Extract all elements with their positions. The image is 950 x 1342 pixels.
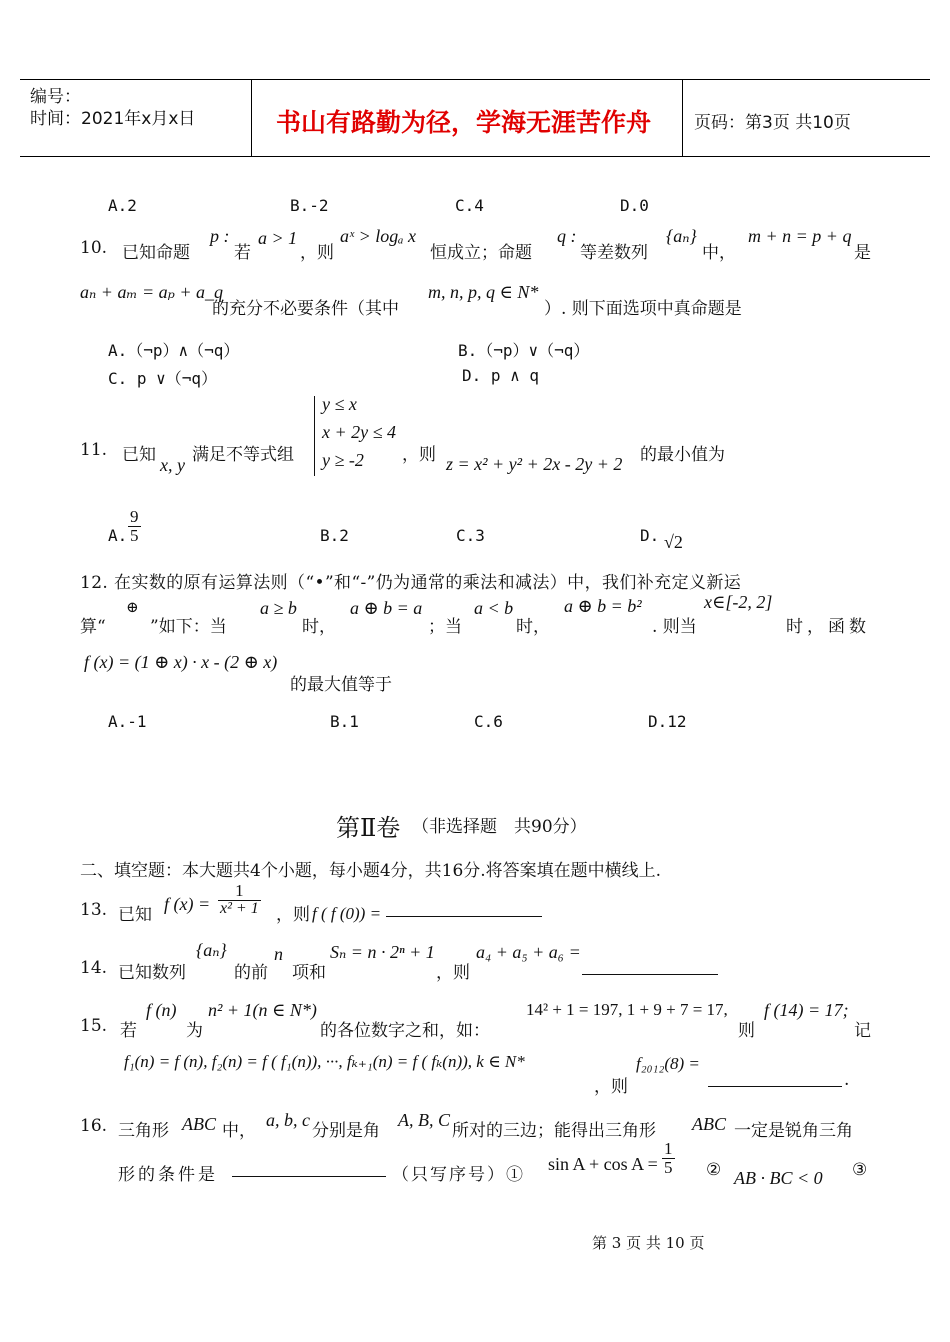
q16-text-5: 一定是锐角三角 xyxy=(734,1121,853,1141)
q14-text-1: 已知数列 xyxy=(118,963,186,983)
q12-text-3: 时， xyxy=(302,617,336,637)
q10-ineq: aˣ > logₐ x xyxy=(340,226,416,246)
q12-text-8: 的最大值等于 xyxy=(290,675,392,695)
q16-abc: ABC xyxy=(182,1114,216,1134)
q10-option-c: C. p ∨（¬q） xyxy=(108,369,218,388)
q10-set: m, n, p, q ∈ N* xyxy=(428,282,539,302)
q11-a-denominator: 5 xyxy=(130,525,139,545)
q15-result: f (14) = 17; xyxy=(764,1000,849,1020)
q12-option-b: B.1 xyxy=(330,712,359,731)
q16-text-2: 中， xyxy=(222,1121,256,1141)
q11-option-d-value: √2 xyxy=(664,532,683,552)
q15-text-2: 为 xyxy=(186,1021,203,1041)
q10-text-1: 已知命题 xyxy=(122,243,190,263)
q12-text-2: ”如下：当 xyxy=(150,617,227,637)
q10-p: p : xyxy=(210,226,230,246)
q16-c1-numerator: 1 xyxy=(664,1139,673,1158)
q16-angles: A, B, C xyxy=(398,1110,450,1130)
q11-option-a-label: A. xyxy=(108,526,128,545)
header-top-line xyxy=(20,79,930,80)
q10-option-b: B.（¬p）∨（¬q） xyxy=(458,341,590,360)
q12-cond-2: a < b xyxy=(474,598,514,618)
q10-text-2: 若 xyxy=(234,243,251,263)
q16-text-7: （只写序号）① xyxy=(392,1165,525,1185)
q11-number: 11. xyxy=(80,440,108,460)
q12-op: ⊕ xyxy=(126,600,139,616)
q12-rule-1: a ⊕ b = a xyxy=(350,598,423,618)
q15-number: 15. xyxy=(80,1016,108,1036)
q11-sys-1: y ≤ x xyxy=(322,394,357,414)
q12-text-6: . 则当 xyxy=(652,617,697,637)
q15-definition: f₁(n) = f (n), f₂(n) = f ( f₁(n)), ···, fₖ₊₁(n) = f ( fₖ(n)), k ∈ N* xyxy=(124,1052,525,1071)
q13-text-2: ，则 xyxy=(276,905,310,925)
q12-option-a: A.-1 xyxy=(108,712,147,731)
q16-text-3: 分别是角 xyxy=(312,1121,380,1141)
q10-text-9: ）. 则下面选项中真命题是 xyxy=(544,299,742,319)
q11-sys-2: x + 2y ≤ 4 xyxy=(322,422,397,442)
q10-mn: m + n = p + q xyxy=(748,226,852,246)
q14-text-3: 项和 xyxy=(292,963,326,983)
section-2-title: 第Ⅱ卷 xyxy=(336,814,401,842)
q10-text-4: 恒成立；命题 xyxy=(430,243,532,263)
q15-fn: f (n) xyxy=(146,1000,177,1020)
q15-end: . xyxy=(844,1070,850,1090)
q16-cond-2: AB · BC < 0 xyxy=(734,1168,823,1188)
q16-c1-denominator: 5 xyxy=(664,1157,673,1177)
q15-text-4: 则 xyxy=(738,1021,755,1041)
header-number-label: 编号： xyxy=(30,87,81,107)
q15-expr: n² + 1(n ∈ N*) xyxy=(208,1000,317,1020)
header-divider-right xyxy=(682,79,683,156)
q12-text-4: ；当 xyxy=(428,617,462,637)
q12-text-5: 时， xyxy=(516,617,550,637)
q10-text-8: 的充分不必要条件（其中 xyxy=(212,299,399,319)
header-time-label: 时间：2021年x月x日 xyxy=(30,109,196,129)
q11-option-b: B.2 xyxy=(320,526,349,545)
q11-sys-3: y ≥ -2 xyxy=(322,450,364,470)
q16-cond-1: sin A + cos A = xyxy=(548,1154,658,1174)
q10-eq: aₙ + aₘ = aₚ + a_q xyxy=(80,282,223,302)
q11-option-c: C.3 xyxy=(456,526,485,545)
q9-option-c: C.4 xyxy=(455,196,484,215)
section-2-subtitle: （非选择题 共90分） xyxy=(412,817,587,837)
q10-text-7: 是 xyxy=(854,243,871,263)
q13-text-1: 已知 xyxy=(118,905,152,925)
q14-number: 14. xyxy=(80,958,108,978)
q14-expr: a₄ + a₅ + a₆ = xyxy=(476,942,581,962)
q15-answer-blank[interactable] xyxy=(708,1068,842,1087)
q12-domain: x∈[-2, 2] xyxy=(704,592,773,612)
q10-option-a: A.（¬p）∧（¬q） xyxy=(108,341,240,360)
q14-seq: {aₙ} xyxy=(196,940,227,960)
q10-cond: a > 1 xyxy=(258,228,298,248)
q10-seq: {aₙ} xyxy=(666,226,697,246)
q9-option-d: D.0 xyxy=(620,196,649,215)
q13-f-lhs: f (x) = xyxy=(164,894,211,914)
q14-answer-blank[interactable] xyxy=(582,956,718,975)
q11-a-numerator: 9 xyxy=(130,507,139,526)
q13-numerator: 1 xyxy=(218,882,261,901)
q11-option-d-label: D. xyxy=(640,526,660,545)
q10-q: q : xyxy=(557,226,577,246)
q11-text-3: ，则 xyxy=(402,445,436,465)
q16-cond-1-fraction xyxy=(662,1140,675,1177)
q14-text-2: 的前 xyxy=(234,963,268,983)
q16-text-6: 形的条件是 xyxy=(118,1165,218,1185)
q16-cond-3-mark: ③ xyxy=(852,1160,868,1180)
q12-text-1: 算“ xyxy=(80,617,106,637)
q15-text-6: ，则 xyxy=(594,1077,628,1097)
q13-fraction xyxy=(218,882,261,918)
q12-text-7: 时，函数 xyxy=(786,617,870,637)
q16-abc-2: ABC xyxy=(692,1114,726,1134)
q12-cond-1: a ≥ b xyxy=(260,598,297,618)
q10-text-6: 中， xyxy=(702,243,736,263)
q10-text-5: 等差数列 xyxy=(580,243,648,263)
section-2-instructions: 二、填空题：本大题共4个小题，每小题4分，共16分.将答案填在题中横线上. xyxy=(80,861,662,881)
q16-cond-2-mark: ② xyxy=(706,1160,722,1180)
q16-text-1: 三角形 xyxy=(118,1121,169,1141)
header-bottom-line xyxy=(20,156,930,157)
q10-number: 10. xyxy=(80,238,108,258)
q9-option-b: B.-2 xyxy=(290,196,329,215)
q16-sides: a, b, c xyxy=(266,1110,310,1130)
q10-text-3: ，则 xyxy=(300,243,334,263)
q11-option-a-fraction xyxy=(128,508,141,545)
q13-number: 13. xyxy=(80,900,108,920)
header-divider-left xyxy=(251,79,252,156)
q12-option-d: D.12 xyxy=(648,712,687,731)
q15-example: 14² + 1 = 197, 1 + 9 + 7 = 17, xyxy=(526,1000,728,1019)
q15-text-5: 记 xyxy=(854,1021,871,1041)
q12-rule-2: a ⊕ b = b² xyxy=(564,596,642,616)
q16-answer-blank[interactable] xyxy=(232,1158,386,1177)
q13-answer-blank[interactable] xyxy=(386,898,542,917)
q12-function: f (x) = (1 ⊕ x) · x - (2 ⊕ x) xyxy=(84,652,278,672)
q16-text-4: 所对的三边；能得出三角形 xyxy=(452,1121,656,1141)
q13-expr: f ( f (0)) = xyxy=(312,904,382,923)
q15-text-3: 的各位数字之和，如： xyxy=(320,1021,490,1041)
q14-text-4: ，则 xyxy=(436,963,470,983)
q13-denominator: x² + 1 xyxy=(220,899,259,917)
q11-text-4: 的最小值为 xyxy=(640,445,725,465)
q12-option-c: C.6 xyxy=(474,712,503,731)
q15-ask: f₂₀₁₂(8) = xyxy=(636,1054,700,1073)
header-page-label: 页码：第3页 共10页 xyxy=(694,113,851,133)
q9-option-a: A.2 xyxy=(108,196,137,215)
q10-option-d: D. p ∧ q xyxy=(462,366,540,385)
q11-text-2: 满足不等式组 xyxy=(192,445,294,465)
header-motto: 书山有路勤为径，学海无涯苦作舟 xyxy=(276,108,652,137)
q11-z: z = x² + y² + 2x - 2y + 2 xyxy=(446,454,623,474)
q14-n: n xyxy=(274,944,283,964)
q11-vars: x, y xyxy=(160,455,185,475)
q11-text-1: 已知 xyxy=(122,445,156,465)
q14-sn: Sₙ = n · 2ⁿ + 1 xyxy=(330,942,435,962)
q15-text-1: 若 xyxy=(120,1021,137,1041)
q11-system-brace xyxy=(314,396,315,476)
page-footer: 第 3 页 共 10 页 xyxy=(592,1234,705,1252)
q16-number: 16. xyxy=(80,1116,108,1136)
q12-line-1: 12. 在实数的原有运算法则（“•”和“-”仍为通常的乘法和减法）中，我们补充定义新运 xyxy=(80,573,742,593)
